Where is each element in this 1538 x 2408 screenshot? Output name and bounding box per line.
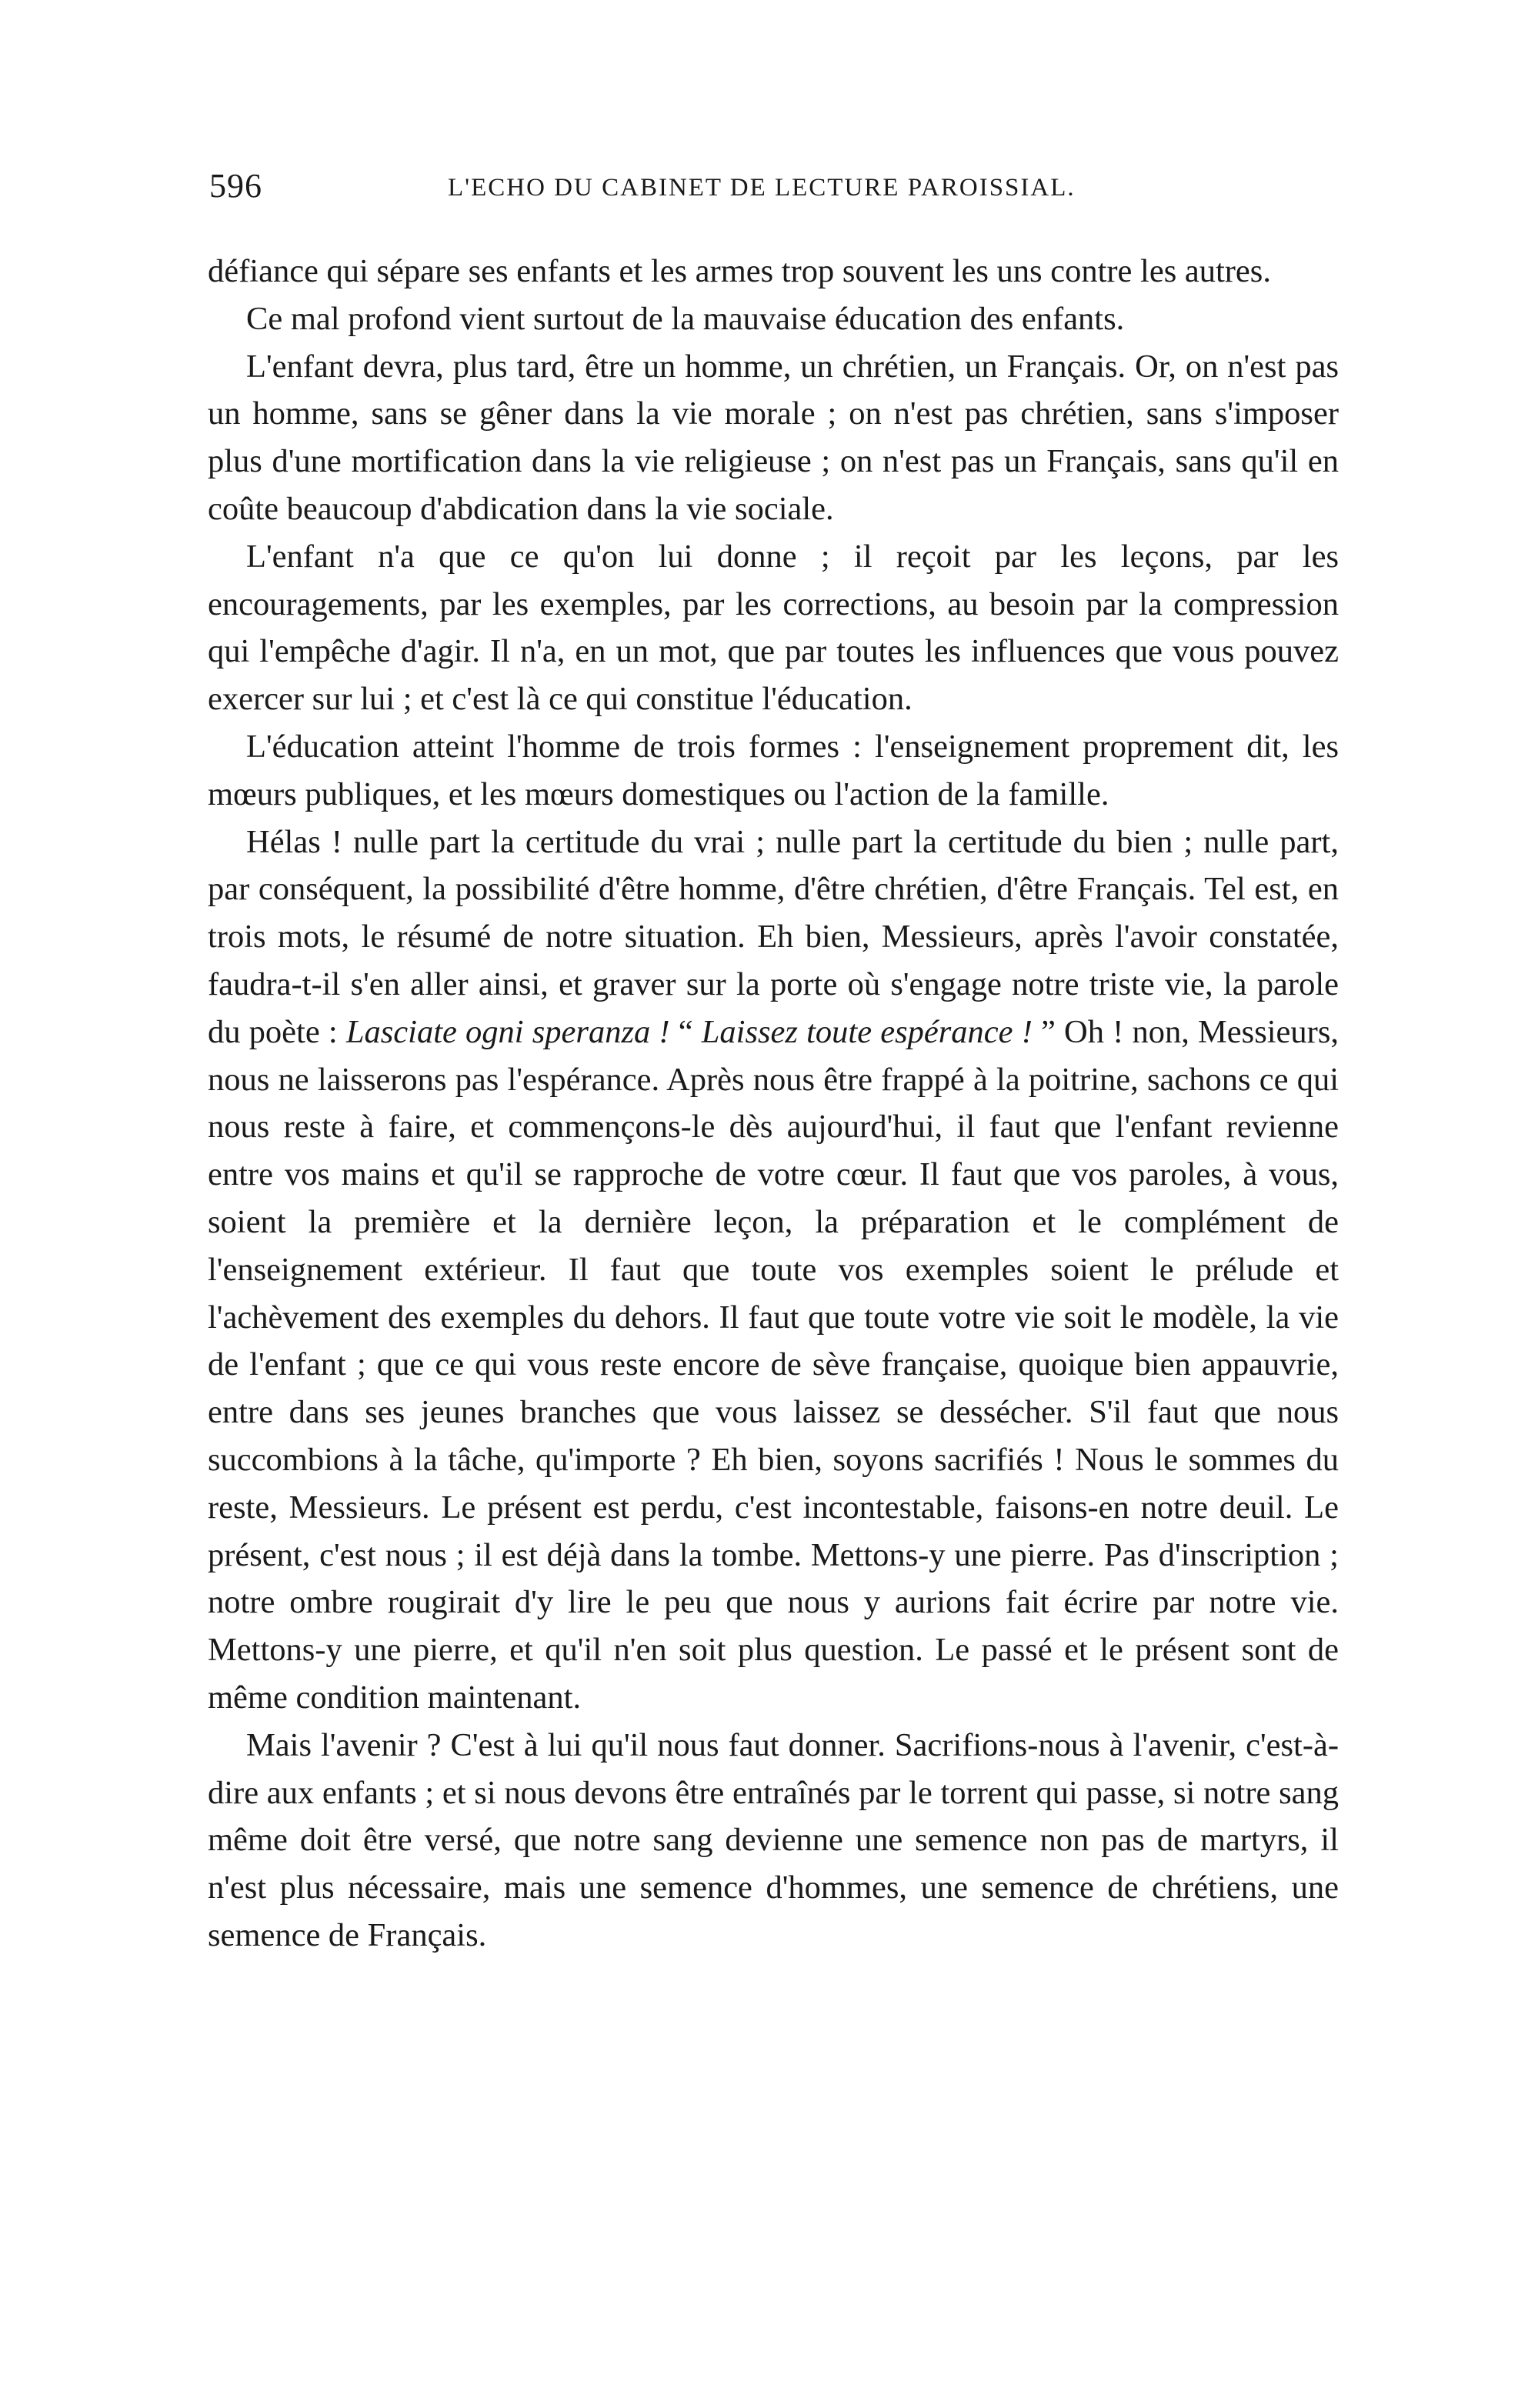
paragraph [208, 819, 1339, 1722]
text-segment: ” Oh ! non, Messieurs, nous ne laisserons pas l'espérance. Après nous être frappé à la poitrine, sachons ce qui nous reste à faire, et commençons-le dès aujourd'hui, il faut que l'enfant revienne entre vos mains et qu'il se rapproche de votre cœur. Il faut que vos paroles, à vous, soient la première et la dernière leçon, la préparation et le complément de l'enseignement extérieur. Il faut que toute vos exemples soient le prélude et l'achèvement des exemples du dehors. Il faut que toute votre vie soit le modèle, la vie de l'enfant ; que ce qui vous reste encore de sève française, quoique bien appauvrie, entre dans ses jeunes branches que vous laissez se dessécher. S'il faut que nous succombions à la tâche, qu'importe ? Eh bien, soyons sacrifiés ! Nous le sommes du reste, Messieurs. Le présent est perdu, c'est incontestable, faisons-en notre deuil. Le présent, c'est nous ; il est déjà dans la tombe. Mettons-y une pierre. Pas d'inscription ; notre ombre rougirait d'y lire le peu que nous y aurions fait écrire par notre vie. Mettons-y une pierre, et qu'il n'en soit plus question. Le passé et le présent sont de même condition maintenant. [208, 1013, 1339, 1716]
paragraph [208, 295, 1339, 343]
text-segment: L'enfant n'a que ce qu'on lui donne ; il reçoit par les leçons, par les encouragements, par les exemples, par les corrections, au besoin par la compression qui l'empêche d'agir. Il n'a, en un mot, que par toutes les influences que vous pouvez exercer sur lui ; et c'est là ce qui constitue l'éducation. [208, 538, 1339, 718]
text-segment: L'éducation atteint l'homme de trois formes : l'enseignement proprement dit, les mœurs publiques, et les mœurs domestiques ou l'action de la famille. [208, 728, 1339, 812]
paragraph [208, 248, 1339, 295]
text-segment: Mais l'avenir ? C'est à lui qu'il nous faut donner. Sacrifions-nous à l'avenir, c'est-à-dire aux enfants ; et si nous devons être entraînés par le torrent qui passe, si notre sang même doit être versé, que notre sang devienne une semence non pas de martyrs, il n'est plus nécessaire, mais une semence d'hommes, une semence de chrétiens, une semence de Français. [208, 1726, 1339, 1953]
body-text [208, 248, 1339, 1959]
paragraph [208, 343, 1339, 533]
text-segment: Hélas ! nulle part la certitude du vrai ; nulle part la certitude du bien ; nulle part, par conséquent, la possibilité d'être homme, d'être chrétien, d'être Français. Tel est, en trois mots, le résumé de notre situation. Eh bien, Messieurs, après l'avoir constatée, faudra-t-il s'en aller ainsi, et graver sur la porte où s'engage notre triste vie, la parole du poète : [208, 823, 1339, 1050]
paragraph [208, 723, 1339, 819]
text-segment: défiance qui sépare ses enfants et les armes trop souvent les uns contre les autres. [208, 253, 1271, 289]
paragraph [208, 1722, 1339, 1959]
italic-quote: Laissez toute espérance ! [701, 1013, 1033, 1050]
italic-quote: Lasciate ogni speranza ! [345, 1013, 670, 1050]
page-number: 596 [209, 167, 262, 205]
text-segment: “ [669, 1013, 702, 1050]
text-segment: L'enfant devra, plus tard, être un homme, un chrétien, un Français. Or, on n'est pas un homme, sans se gêner dans la vie morale ; on n'est pas chrétien, sans s'imposer plus d'une mortification dans la vie religieuse ; on n'est pas un Français, sans qu'il en coûte beaucoup d'abdication dans la vie sociale. [208, 348, 1339, 527]
paragraph [208, 533, 1339, 723]
text-segment: Ce mal profond vient surtout de la mauvaise éducation des enfants. [246, 300, 1125, 337]
running-title: L'ECHO DU CABINET DE LECTURE PAROISSIAL. [448, 174, 1076, 202]
page-header [209, 163, 1340, 209]
